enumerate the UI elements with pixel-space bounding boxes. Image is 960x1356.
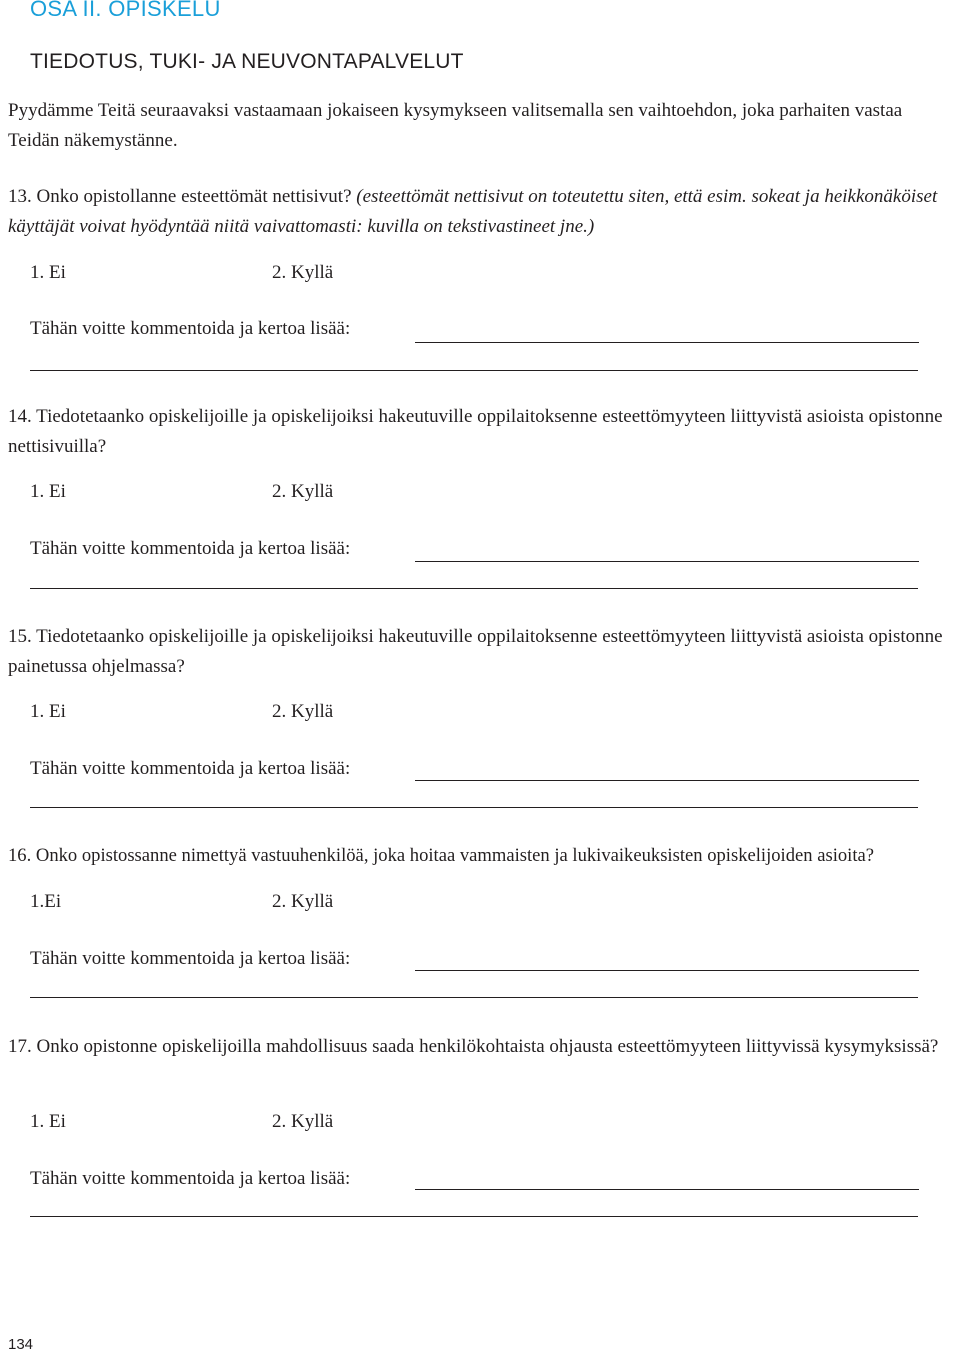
question-15-comment-line-2[interactable] (30, 807, 918, 808)
question-16-comment-line-1[interactable] (415, 970, 919, 971)
question-15-comment-label: Tähän voitte kommentoida ja kertoa lisää: (30, 758, 351, 779)
question-16-option-ei[interactable]: 1.Ei (30, 891, 62, 912)
question-13-option-kylla[interactable]: 2. Kyllä (272, 262, 334, 283)
question-14-comment-label: Tähän voitte kommentoida ja kertoa lisää: (30, 538, 351, 559)
question-16-comment-line-2[interactable] (30, 997, 918, 998)
question-14-comment-line-2[interactable] (30, 588, 918, 589)
question-17-text: 17. Onko opistonne opiskelijoilla mahdollisuus saada henkilökohtaista ohjausta esteettömyyteen liittyvissä kysymyksissä? (8, 1036, 939, 1057)
section-title: OSA II. OPISKELU (30, 0, 221, 21)
question-17-comment-label: Tähän voitte kommentoida ja kertoa lisää: (30, 1168, 351, 1189)
question-16-text: 16. Onko opistossanne nimettyä vastuuhenkilöä, joka hoitaa vammaisten ja lukivaikeuksisten opiskelijoiden asioita? (8, 845, 874, 866)
question-15-option-ei[interactable]: 1. Ei (30, 701, 66, 722)
question-16-option-kylla[interactable]: 2. Kyllä (272, 891, 334, 912)
question-14-text: 14. Tiedotetaanko opiskelijoille ja opiskelijoiksi hakeutuville oppilaitoksenne esteettömyyteen liittyvistä asioista opistonne nettisivuilla? (8, 406, 943, 457)
question-13-text: 13. Onko opistollanne esteettömät nettisivut? (8, 186, 352, 207)
question-13-note: (esteettömät nettisivut on toteutettu siten, että esim. sokeat ja heikkonäköiset käyttäjät voivat hyödyntää niitä vaivattomasti: kuvilla on tekstivastineet jne.) (8, 186, 938, 237)
question-17-option-ei[interactable]: 1. Ei (30, 1111, 66, 1132)
question-17-comment-line-2[interactable] (30, 1216, 918, 1217)
subsection-title: TIEDOTUS, TUKI- JA NEUVONTAPALVELUT (30, 50, 464, 73)
question-13-option-ei[interactable]: 1. Ei (30, 262, 66, 283)
question-13-comment-line-2[interactable] (30, 370, 918, 371)
question-17-option-kylla[interactable]: 2. Kyllä (272, 1111, 334, 1132)
question-15-comment-line-1[interactable] (415, 780, 919, 781)
question-13-comment-line-1[interactable] (415, 342, 919, 343)
question-14-option-ei[interactable]: 1. Ei (30, 481, 66, 502)
question-17-comment-line-1[interactable] (415, 1189, 919, 1190)
question-15-option-kylla[interactable]: 2. Kyllä (272, 701, 334, 722)
question-16-comment-label: Tähän voitte kommentoida ja kertoa lisää: (30, 948, 351, 969)
question-14-comment-line-1[interactable] (415, 561, 919, 562)
intro-text: Pyydämme Teitä seuraavaksi vastaamaan jokaiseen kysymykseen valitsemalla sen vaihtoehdon, joka parhaiten vastaa Teidän näkemystänne. (8, 100, 903, 151)
question-15-text: 15. Tiedotetaanko opiskelijoille ja opiskelijoiksi hakeutuville oppilaitoksenne esteettömyyteen liittyvistä asioista opistonne painetussa ohjelmassa? (8, 626, 943, 677)
question-13-comment-label: Tähän voitte kommentoida ja kertoa lisää: (30, 318, 351, 339)
question-14-option-kylla[interactable]: 2. Kyllä (272, 481, 334, 502)
question-13 (8, 182, 956, 242)
page-number: 134 (8, 1336, 34, 1353)
